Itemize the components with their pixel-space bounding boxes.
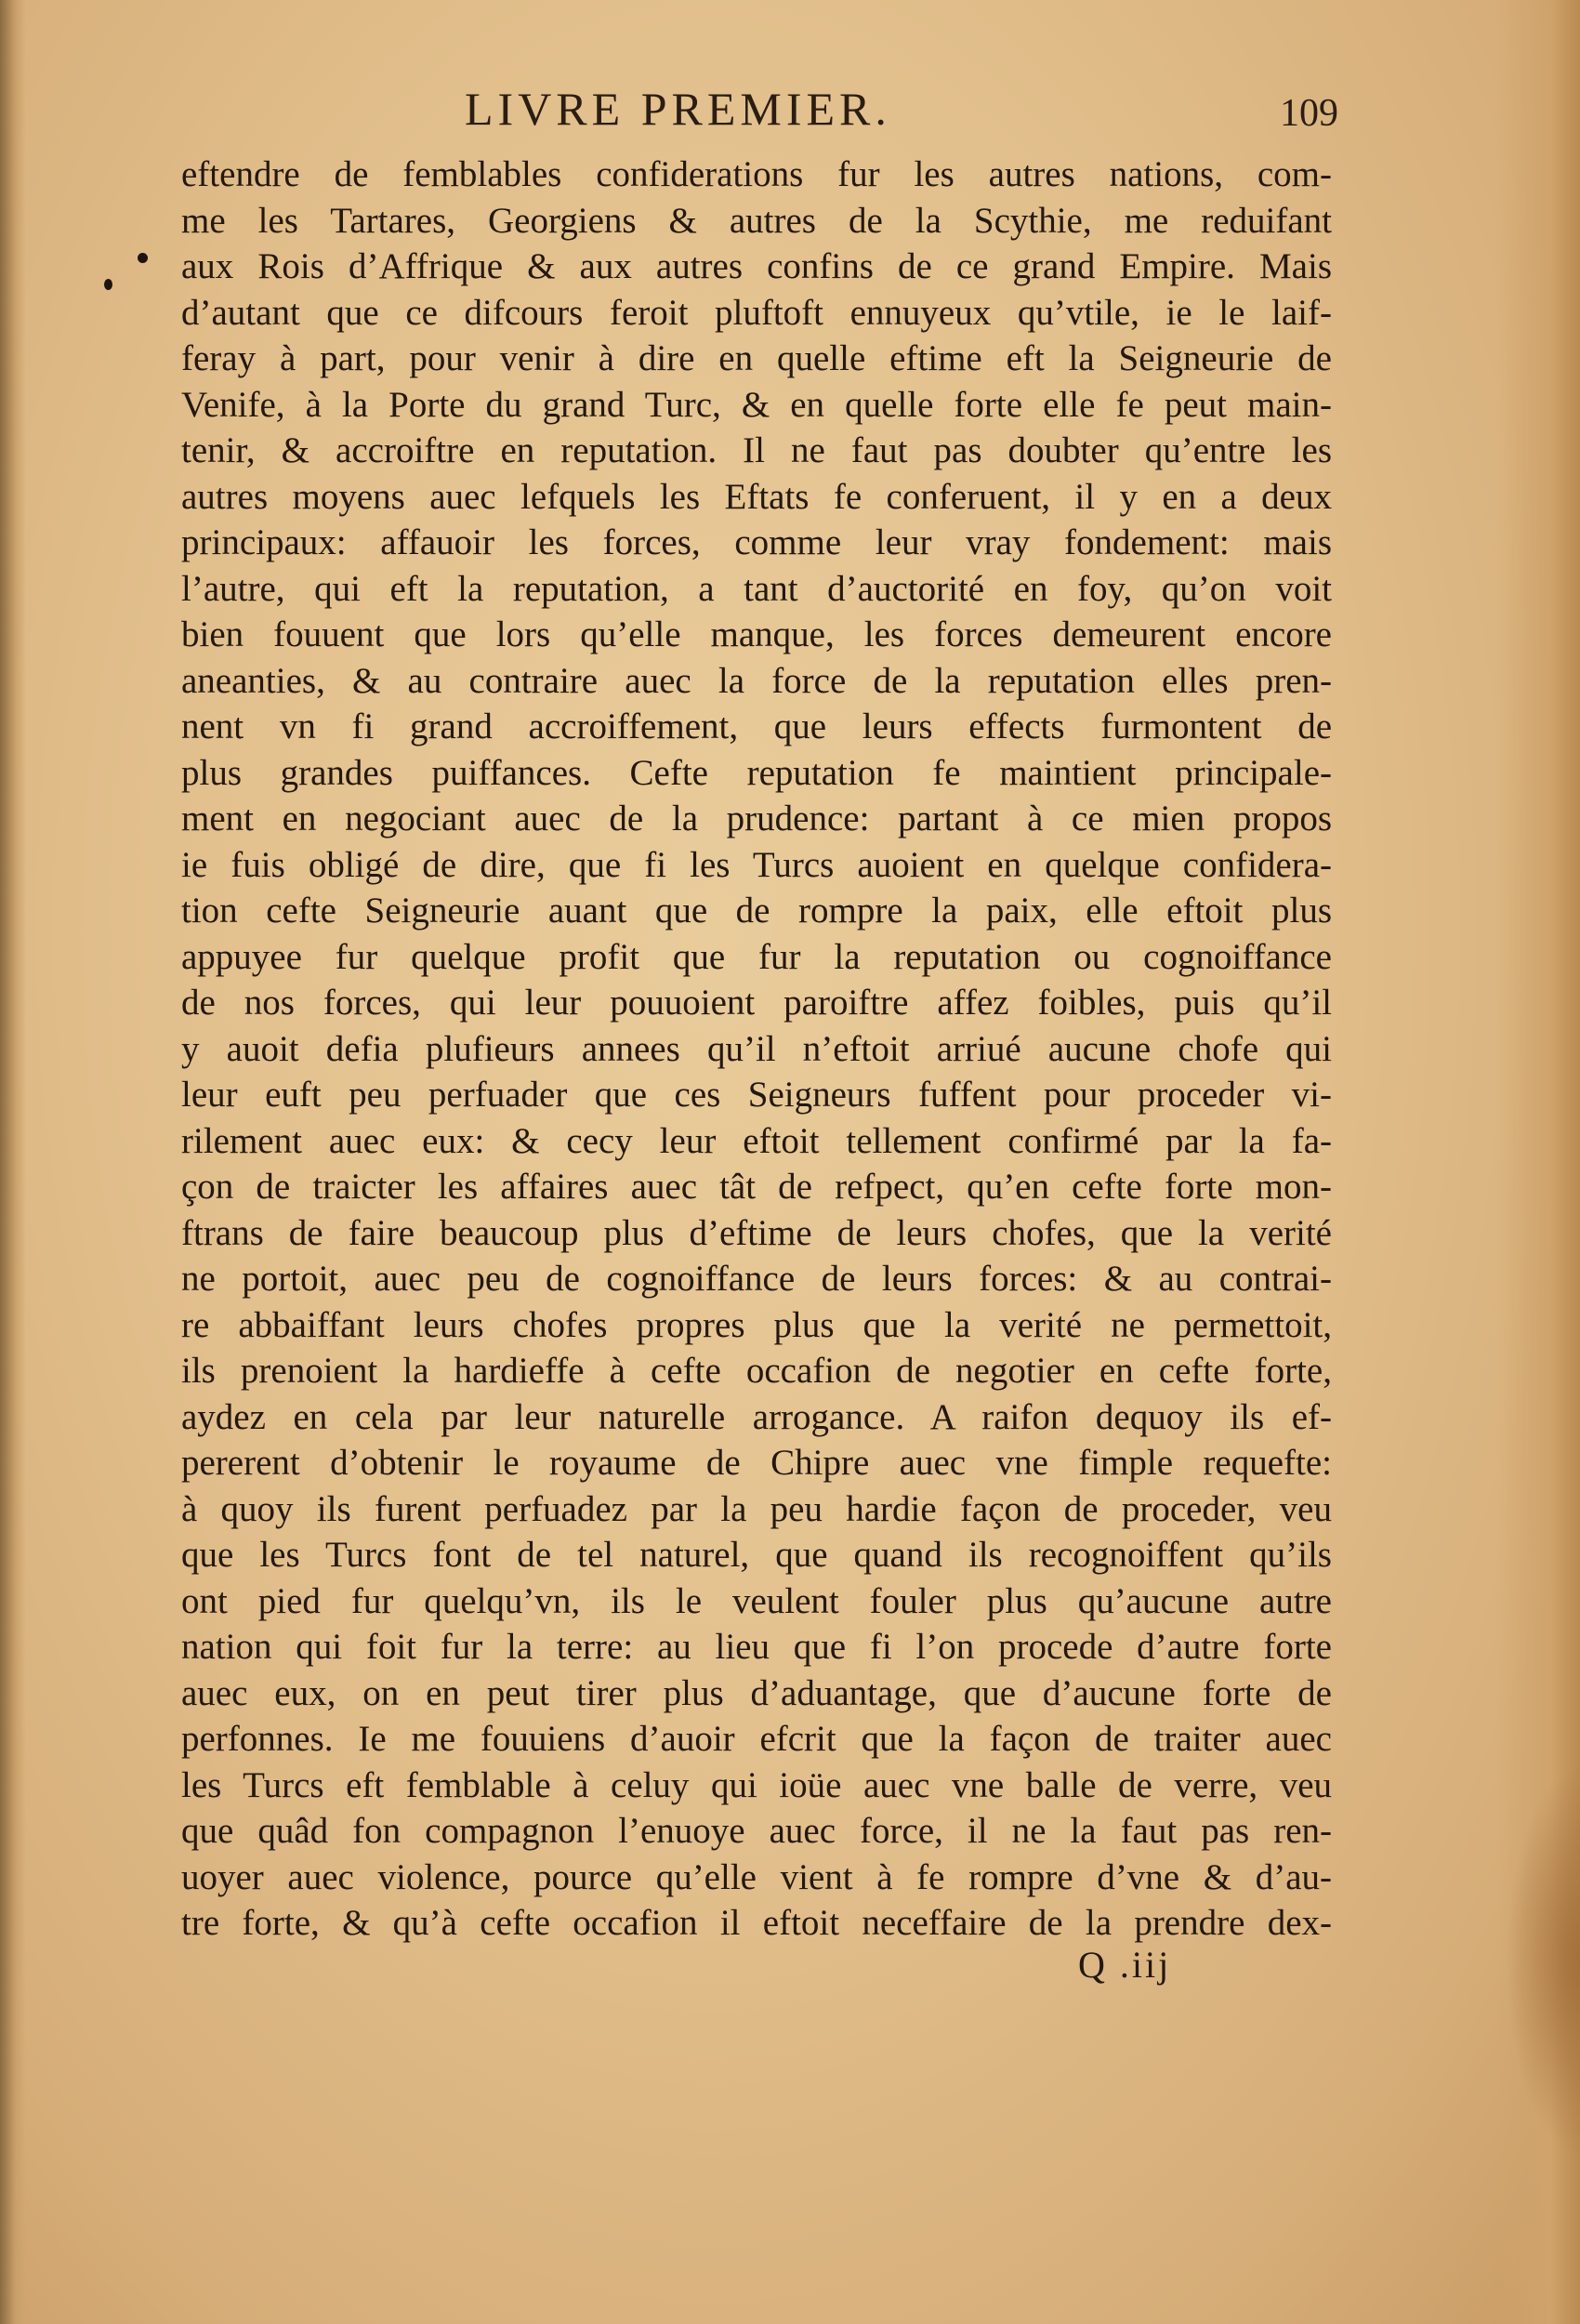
text-line: feray à part, pour venir à dire en quelle eftime eft la Seigneurie de xyxy=(181,338,1332,378)
text-line: ont pied fur quelqu’vn, ils le veulent fouler plus qu’aucune autre xyxy=(181,1580,1332,1621)
text-line: que les Turcs font de tel naturel, que quand ils recognoiffent qu’ils xyxy=(181,1535,1332,1575)
text-line: uoyer auec violence, pource qu’elle vient à fe rompre d’vne & d’au- xyxy=(181,1856,1332,1897)
text-line: tenir, & accroiftre en reputation. Il ne faut pas doubter qu’entre les xyxy=(181,430,1332,470)
text-line: à quoy ils furent perfuadez par la peu hardie façon de proceder, veu xyxy=(181,1488,1332,1529)
page-stain xyxy=(1506,1766,1580,2157)
running-head: LIVRE PREMIER. xyxy=(465,83,891,135)
text-line: bien fouuent que lors qu’elle manque, les forces demeurent encore xyxy=(181,614,1332,654)
text-line: me les Tartares, Georgiens & autres de la Scythie, me reduifant xyxy=(181,200,1332,241)
text-line: plus grandes puiffances. Cefte reputation fe maintient principale- xyxy=(181,752,1332,793)
text-line: re abbaiffant leurs chofes propres plus que la verité ne permettoit, xyxy=(181,1304,1332,1345)
signature-mark: Q .iij xyxy=(1078,1944,1172,1986)
text-line: principaux: affauoir les forces, comme leur vray fondement: mais xyxy=(181,522,1332,562)
page-left-shadow xyxy=(0,0,26,2324)
text-line: çon de traicter les affaires auec tât de refpect, qu’en cefte forte mon- xyxy=(181,1167,1332,1207)
text-line: de nos forces, qui leur pouuoient paroiftre affez foibles, puis qu’il xyxy=(181,983,1332,1023)
text-line: tion cefte Seigneurie auant que de rompre la paix, elle eftoit plus xyxy=(181,891,1332,931)
text-line: leur euft peu perfuader que ces Seigneurs fuffent pour proceder vi- xyxy=(181,1075,1332,1115)
text-line: aydez en cela par leur naturelle arrogance. A raifon dequoy ils ef- xyxy=(181,1396,1332,1437)
text-line: l’autre, qui eft la reputation, a tant d’auctorité en foy, qu’on voit xyxy=(181,568,1332,609)
text-line: auec eux, on en peut tirer plus d’aduantage, que d’aucune forte de xyxy=(181,1672,1332,1713)
text-line: appuyee fur quelque profit que fur la reputation ou cognoiffance xyxy=(181,936,1332,977)
body-text xyxy=(181,152,1332,1947)
text-line: ie fuis obligé de dire, que fi les Turcs auoient en quelque confidera- xyxy=(181,844,1332,885)
margin-dot-icon xyxy=(104,279,112,290)
page-header xyxy=(465,82,1338,147)
text-line: tre forte, & qu’à cefte occafion il eftoit neceffaire de la prendre dex- xyxy=(181,1903,1332,1943)
text-line: rilement auec eux: & cecy leur eftoit tellement confirmé par la fa- xyxy=(181,1120,1332,1161)
text-line: aneanties, & au contraire auec la force de la reputation elles pren- xyxy=(181,660,1332,701)
margin-dot-icon xyxy=(138,253,148,263)
text-line: que quâd fon compagnon l’enuoye auec force, il ne la faut pas ren- xyxy=(181,1811,1332,1851)
page-number: 109 xyxy=(1280,92,1338,135)
text-line: ne portoit, auec peu de cognoiffance de leurs forces: & au contrai- xyxy=(181,1259,1332,1299)
text-line: d’autant que ce difcours feroit pluftoft ennuyeux qu’vtile, ie le laif- xyxy=(181,292,1332,333)
text-line: Venife, à la Porte du grand Turc, & en quelle forte elle fe peut main- xyxy=(181,384,1332,425)
text-line: nent vn fi grand accroiffement, que leurs effects furmontent de xyxy=(181,706,1332,746)
text-line: ils prenoient la hardieffe à cefte occafion de negotier en cefte forte, xyxy=(181,1351,1332,1391)
text-line: ment en negociant auec de la prudence: partant à ce mien propos xyxy=(181,799,1332,838)
text-line: nation qui foit fur la terre: au lieu que fi l’on procede d’autre forte xyxy=(181,1627,1332,1667)
text-line: ftrans de faire beaucoup plus d’eftime de leurs chofes, que la verité xyxy=(181,1212,1332,1253)
text-line: perfonnes. Ie me fouuiens d’auoir efcrit que la façon de traiter auec xyxy=(181,1719,1332,1759)
text-line: eftendre de femblables confiderations fur les autres nations, com- xyxy=(181,154,1332,194)
text-line: les Turcs eft femblable à celuy qui ioüe auec vne balle de verre, veu xyxy=(181,1764,1332,1805)
text-line: aux Rois d’Affrique & aux autres confins de ce grand Empire. Mais xyxy=(181,246,1332,286)
text-line: y auoit defia plufieurs annees qu’il n’eftoit arriué aucune chofe qui xyxy=(181,1028,1332,1069)
text-line: pererent d’obtenir le royaume de Chipre auec vne fimple requefte: xyxy=(181,1443,1332,1483)
text-line: autres moyens auec lefquels les Eftats fe conferuent, il y en a deux xyxy=(181,476,1332,517)
